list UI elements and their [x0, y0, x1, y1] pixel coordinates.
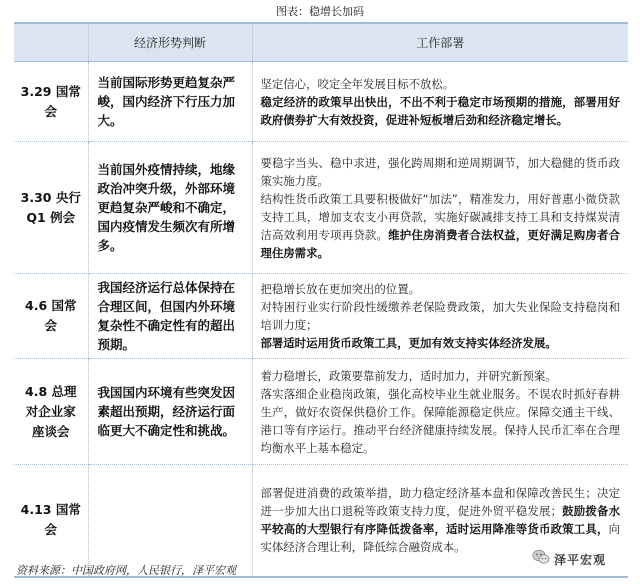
judgement-cell: 当前国外疫情持续，地缘政治冲突升级，外部环境更趋复杂严峻和不确定，国内疫情发生频次有所增多。 — [88, 142, 252, 274]
table-header-row — [14, 23, 628, 62]
table-row — [14, 274, 628, 359]
work-item-bold: 部署适时运用货币政策工具，更加有效支持实体经济发展。 — [260, 336, 557, 350]
table-row — [14, 359, 628, 465]
work-cell — [252, 62, 628, 142]
meeting-label: 座谈会 — [31, 423, 70, 439]
judgement-cell: 我国经济运行总体保持在合理区间，但国内外环境复杂性不确定性有的超出预期。 — [88, 274, 252, 359]
meeting-label: 3.29 国常 — [20, 83, 81, 99]
meeting-cell — [14, 359, 88, 465]
work-item: 要稳字当头、稳中求进，强化跨周期和逆周期调节，加大稳健的货币政策实施力度。 — [260, 155, 620, 188]
work-item — [261, 484, 621, 556]
work-item: 着力稳增长，政策要靠前发力，适时加力，并研究新预案。 — [260, 368, 557, 383]
work-item: 对特困行业实行阶段性缓缴养老保险费政策，加大失业保险支持稳岗和培训力度； — [260, 300, 620, 332]
meeting-cell — [14, 465, 88, 577]
work-cell — [252, 359, 628, 465]
judgement-cell: 当前国际形势更趋复杂严峻，国内经济下行压力加大。 — [88, 62, 252, 142]
judgement-cell — [88, 465, 252, 577]
watermark — [532, 550, 632, 568]
meeting-label: Q1 例会 — [26, 209, 76, 225]
header-judgement: 经济形势判断 — [88, 23, 252, 62]
work-cell — [252, 274, 628, 359]
work-item: 落实落细企业稳岗政策，强化高校毕业生就业服务。不误农时抓好春耕生产，做好农资保供稳价工作。保障能源稳定供应。保障交通主干线、港口等有序运行。推动平台经济健康持续发展。保持人民币汇率在合理均衡水平上基本稳定。 — [260, 386, 620, 455]
meeting-label: 会 — [44, 318, 57, 333]
meeting-cell — [14, 142, 88, 274]
judgement-cell: 我国国内环境有些突发因素超出预期，经济运行面临更大不确定性和挑战。 — [88, 359, 252, 465]
header-meeting — [14, 23, 88, 62]
watermark-text: 泽平宏观 — [554, 552, 607, 567]
meeting-cell — [14, 62, 88, 142]
work-item-bold: 鼓励拨备水平较高的大型银行有序降低拨备率，适时运用降准等货币政策工具， — [260, 504, 620, 537]
meeting-label: 4.6 国常 — [25, 298, 77, 313]
figure-title: 图表：稳增长加码 — [276, 5, 364, 18]
meeting-label: 4.8 总理 — [25, 383, 77, 399]
work-item-bold: 维护住房消费者合法权益，更好满足购房者合理住房需求。 — [260, 227, 620, 260]
meeting-label: 会 — [44, 103, 57, 119]
table-row — [14, 142, 628, 274]
work-item — [261, 190, 621, 262]
work-item-text: 部署促进消费的政策举措，助力稳定经济基本盘和保障改善民生；决定进一步加大出口退税等政策支持力度，促进外贸平稳发展； — [260, 486, 620, 519]
policy-table — [14, 22, 628, 578]
work-item-bold: 稳定经济的政策早出快出，不出不利于稳定市场预期的措施，部署用好政府债券扩大有效投资，促进补短板增后劲和经济稳定增长。 — [260, 94, 620, 127]
meeting-cell — [14, 274, 88, 359]
header-work: 工作部署 — [252, 23, 628, 62]
work-item: 把稳增长放在更加突出的位置。 — [260, 282, 420, 296]
work-item-text: 向实体经济合理让利，降低综合融资成本。 — [260, 522, 620, 555]
source-note: 资料来源：中国政府网，人民银行，泽平宏观 — [16, 564, 236, 577]
table-row — [14, 62, 628, 142]
meeting-label: 3.30 央行 — [20, 189, 81, 205]
meeting-label: 4.13 国常 — [20, 502, 81, 518]
work-item-text: 结构性货币政策工具要积极做好“加法”，精准发力，用好普惠小微贷款支持工具，增加支农支小再贷款，实施好碳减排支持工具和支持煤炭清洁高效利用专项再贷款。 — [260, 191, 620, 242]
work-cell — [252, 142, 628, 274]
work-item: 坚定信心，咬定全年发展目标不放松。 — [260, 76, 455, 91]
wechat-icon — [532, 549, 550, 569]
meeting-label: 会 — [44, 522, 57, 538]
meeting-label: 对企业家 — [25, 403, 76, 419]
